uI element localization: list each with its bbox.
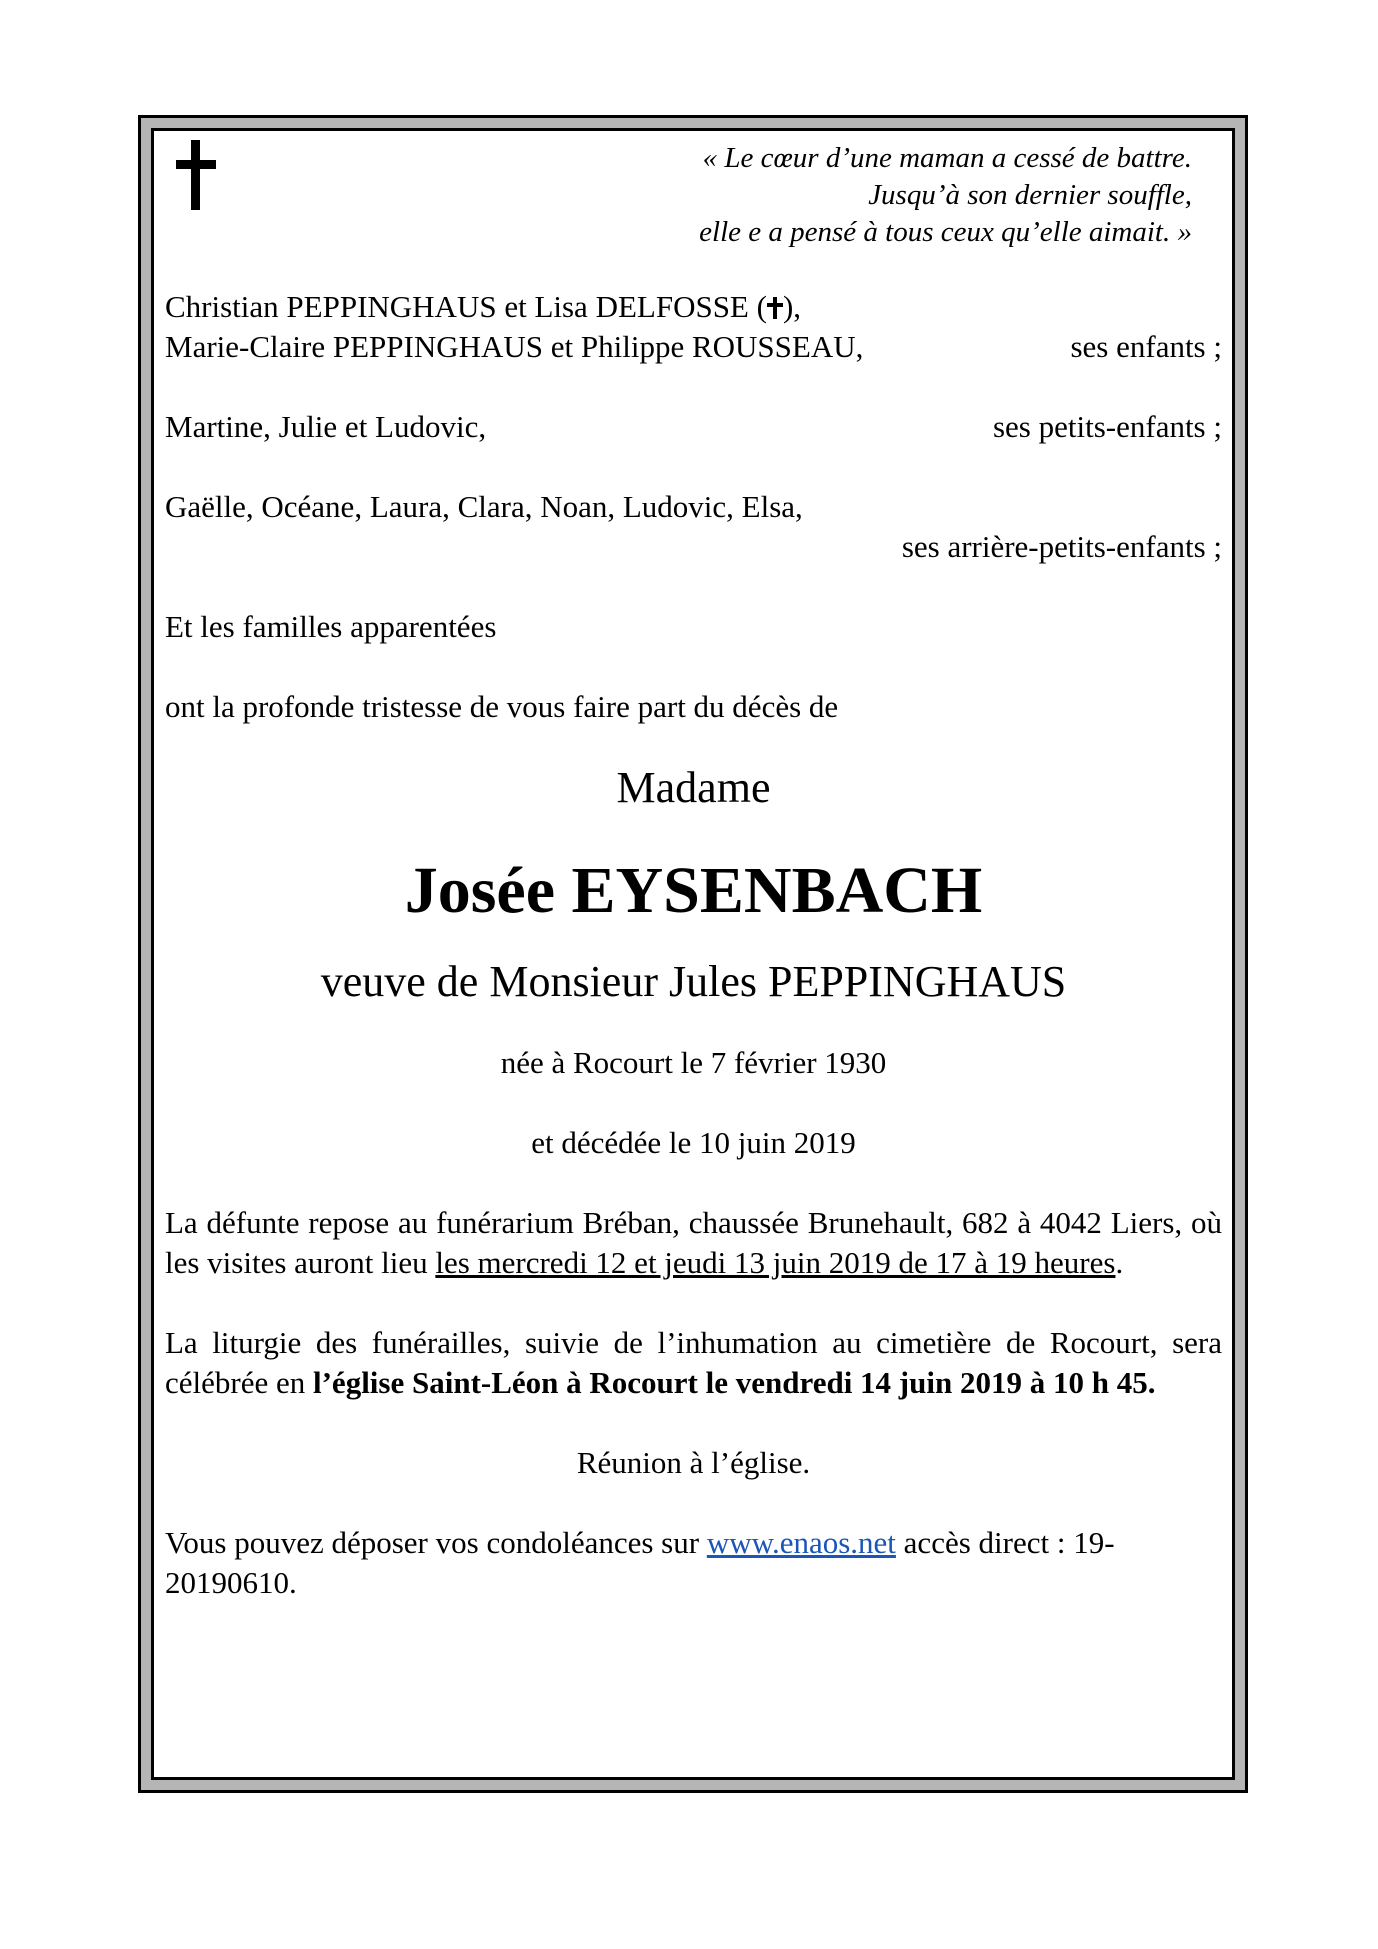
grandchildren-relation: ses petits-enfants ; [992,409,1222,444]
funeral-details: l’église Saint-Léon à Rocourt le vendredi 14 juin 2019 à 10 h 45. [313,1365,1156,1400]
epigraph-quote [165,140,1222,251]
great-grandchildren-names: Gaëlle, Océane, Laura, Clara, Noan, Ludovic, Elsa, [165,489,803,524]
families-line: Et les familles apparentées [165,609,497,644]
great-grandchildren-block [165,487,1222,567]
widow-of: veuve de Monsieur Jules PEPPINGHAUS [320,957,1067,1006]
quote-line: « Le cœur d’une maman a cessé de battre. [702,142,1192,174]
children-relation: ses enfants ; [1070,329,1222,364]
death-line: et décédée le 10 juin 2019 [531,1125,856,1160]
child-line-1-end: ), [782,289,802,324]
condolences-paragraph [165,1523,1165,1603]
visitation-dates: les mercredi 12 et jeudi 13 juin 2019 de 17 à 19 heures [435,1245,1116,1280]
quote-line: elle e a pensé à tous ceux qu’elle aimait. » [699,216,1192,248]
deceased-title: Madame [616,763,771,812]
condolences-link[interactable]: www.enaos.net [706,1525,896,1560]
funeral-text: La liturgie des funérailles, suivie de l’inhumation au cimetière de Rocourt, sera célébrée en [165,1325,1222,1400]
children-block [165,287,1222,367]
visitation-end: . [1115,1245,1124,1280]
funeral-paragraph [165,1323,1222,1403]
quote-line: Jusqu’à son dernier souffle, [868,179,1192,211]
deceased-name: Josée EYSENBACH [404,854,983,927]
visitation-paragraph [165,1203,1222,1283]
small-cross-icon [767,297,783,319]
notice-content [165,140,1222,1603]
child-line-1: Christian PEPPINGHAUS et Lisa DELFOSSE ( [165,289,767,324]
great-grandchildren-relation: ses arrière-petits-enfants ; [901,529,1222,564]
announcement-line: ont la profonde tristesse de vous faire part du décès de [165,689,839,724]
reunion-line: Réunion à l’église. [576,1445,811,1480]
visitation-text: La défunte repose au funérarium Bréban, chaussée Brunehault, 682 à 4042 Liers, où les visites auront lieu [165,1205,1222,1280]
child-line-2: Marie-Claire PEPPINGHAUS et Philippe ROUSSEAU, [165,329,864,364]
grandchildren-block [165,407,1222,447]
grandchildren-names: Martine, Julie et Ludovic, [165,409,487,444]
condolences-text: Vous pouvez déposer vos condoléances sur [165,1525,707,1560]
condolences-access: accès direct : 19-20190610. [165,1525,1115,1600]
birth-line: née à Rocourt le 7 février 1930 [500,1045,887,1080]
